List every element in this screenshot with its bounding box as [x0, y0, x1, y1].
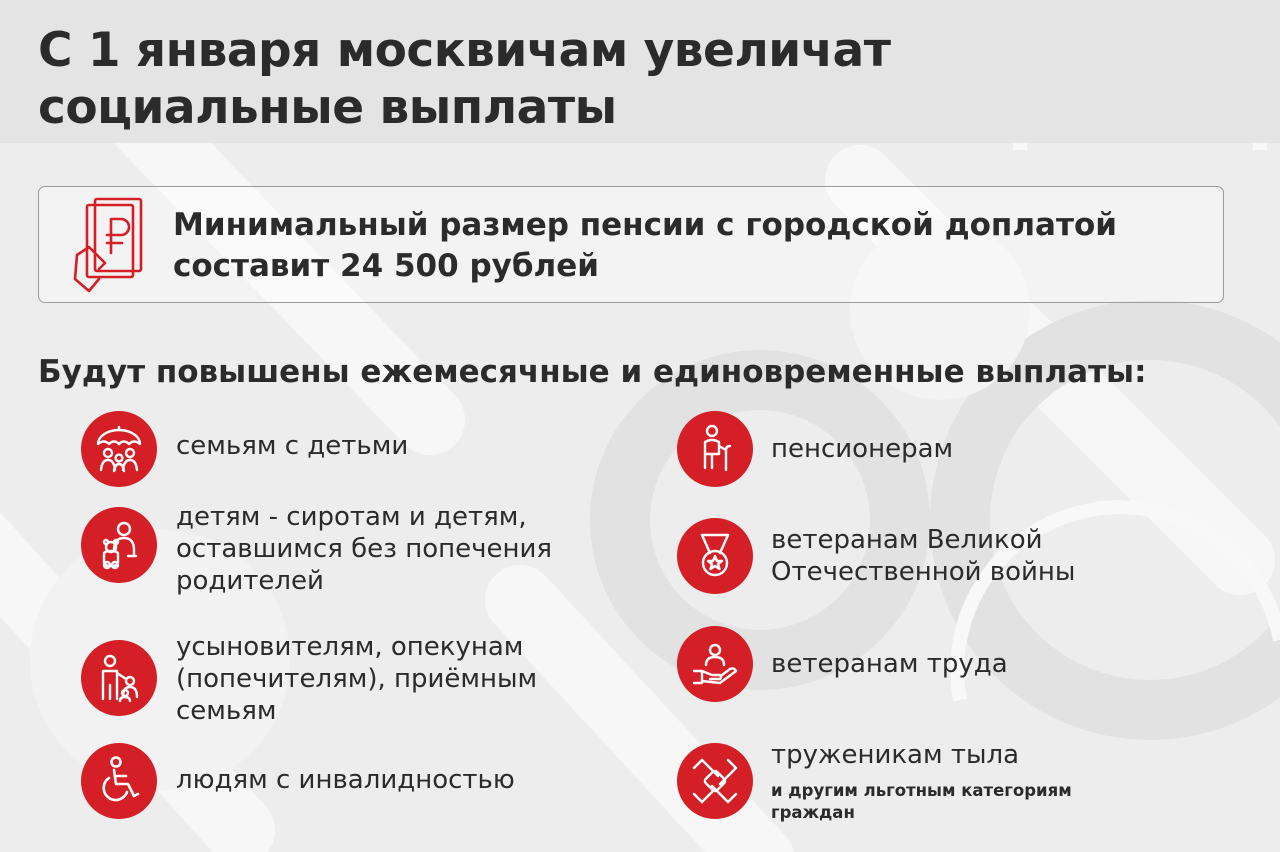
joined-hands-icon [677, 743, 753, 819]
item-label: пенсионерам [771, 434, 954, 464]
item-label: людям с инвалидностью [176, 765, 515, 795]
star-medal-icon [677, 518, 753, 594]
item-label: ветеранам Великой Отечественной войны [771, 525, 1076, 587]
wheelchair-icon [81, 743, 157, 819]
pension-line-2: составит 24 500 рублей [173, 248, 599, 284]
item-label: усыновителям, опекунам (попечителям), приёмным семьям [176, 632, 538, 726]
ruble-banknote-hand-icon [67, 195, 147, 295]
payments-subheading: Будут повышены ежемесячные и единовременные выплаты: [38, 354, 1147, 390]
pension-line-1: Минимальный размер пенсии с городской доплатой [173, 207, 1117, 243]
hand-person-icon [677, 626, 753, 702]
child-teddy-bear-icon [81, 507, 157, 583]
pension-text [173, 205, 1117, 287]
family-umbrella-icon [81, 411, 157, 487]
pension-callout [38, 186, 1224, 303]
page-title [38, 22, 890, 136]
item-label: семьям с детьми [176, 431, 409, 461]
guardian-child-icon [81, 640, 157, 716]
item-note: и другим льготным категориям граждан [771, 781, 1072, 822]
elderly-cane-icon [677, 411, 753, 487]
item-label: детям - сиротам и детям, оставшимся без попечения родителей [176, 502, 553, 596]
header-band [0, 0, 1280, 143]
title-line-2: социальные выплаты [38, 80, 617, 135]
title-line-1: С 1 января москвичам увеличат [38, 23, 891, 78]
item-label: ветеранам труда [771, 649, 1008, 679]
item-label: труженикам тыла [771, 740, 1020, 770]
